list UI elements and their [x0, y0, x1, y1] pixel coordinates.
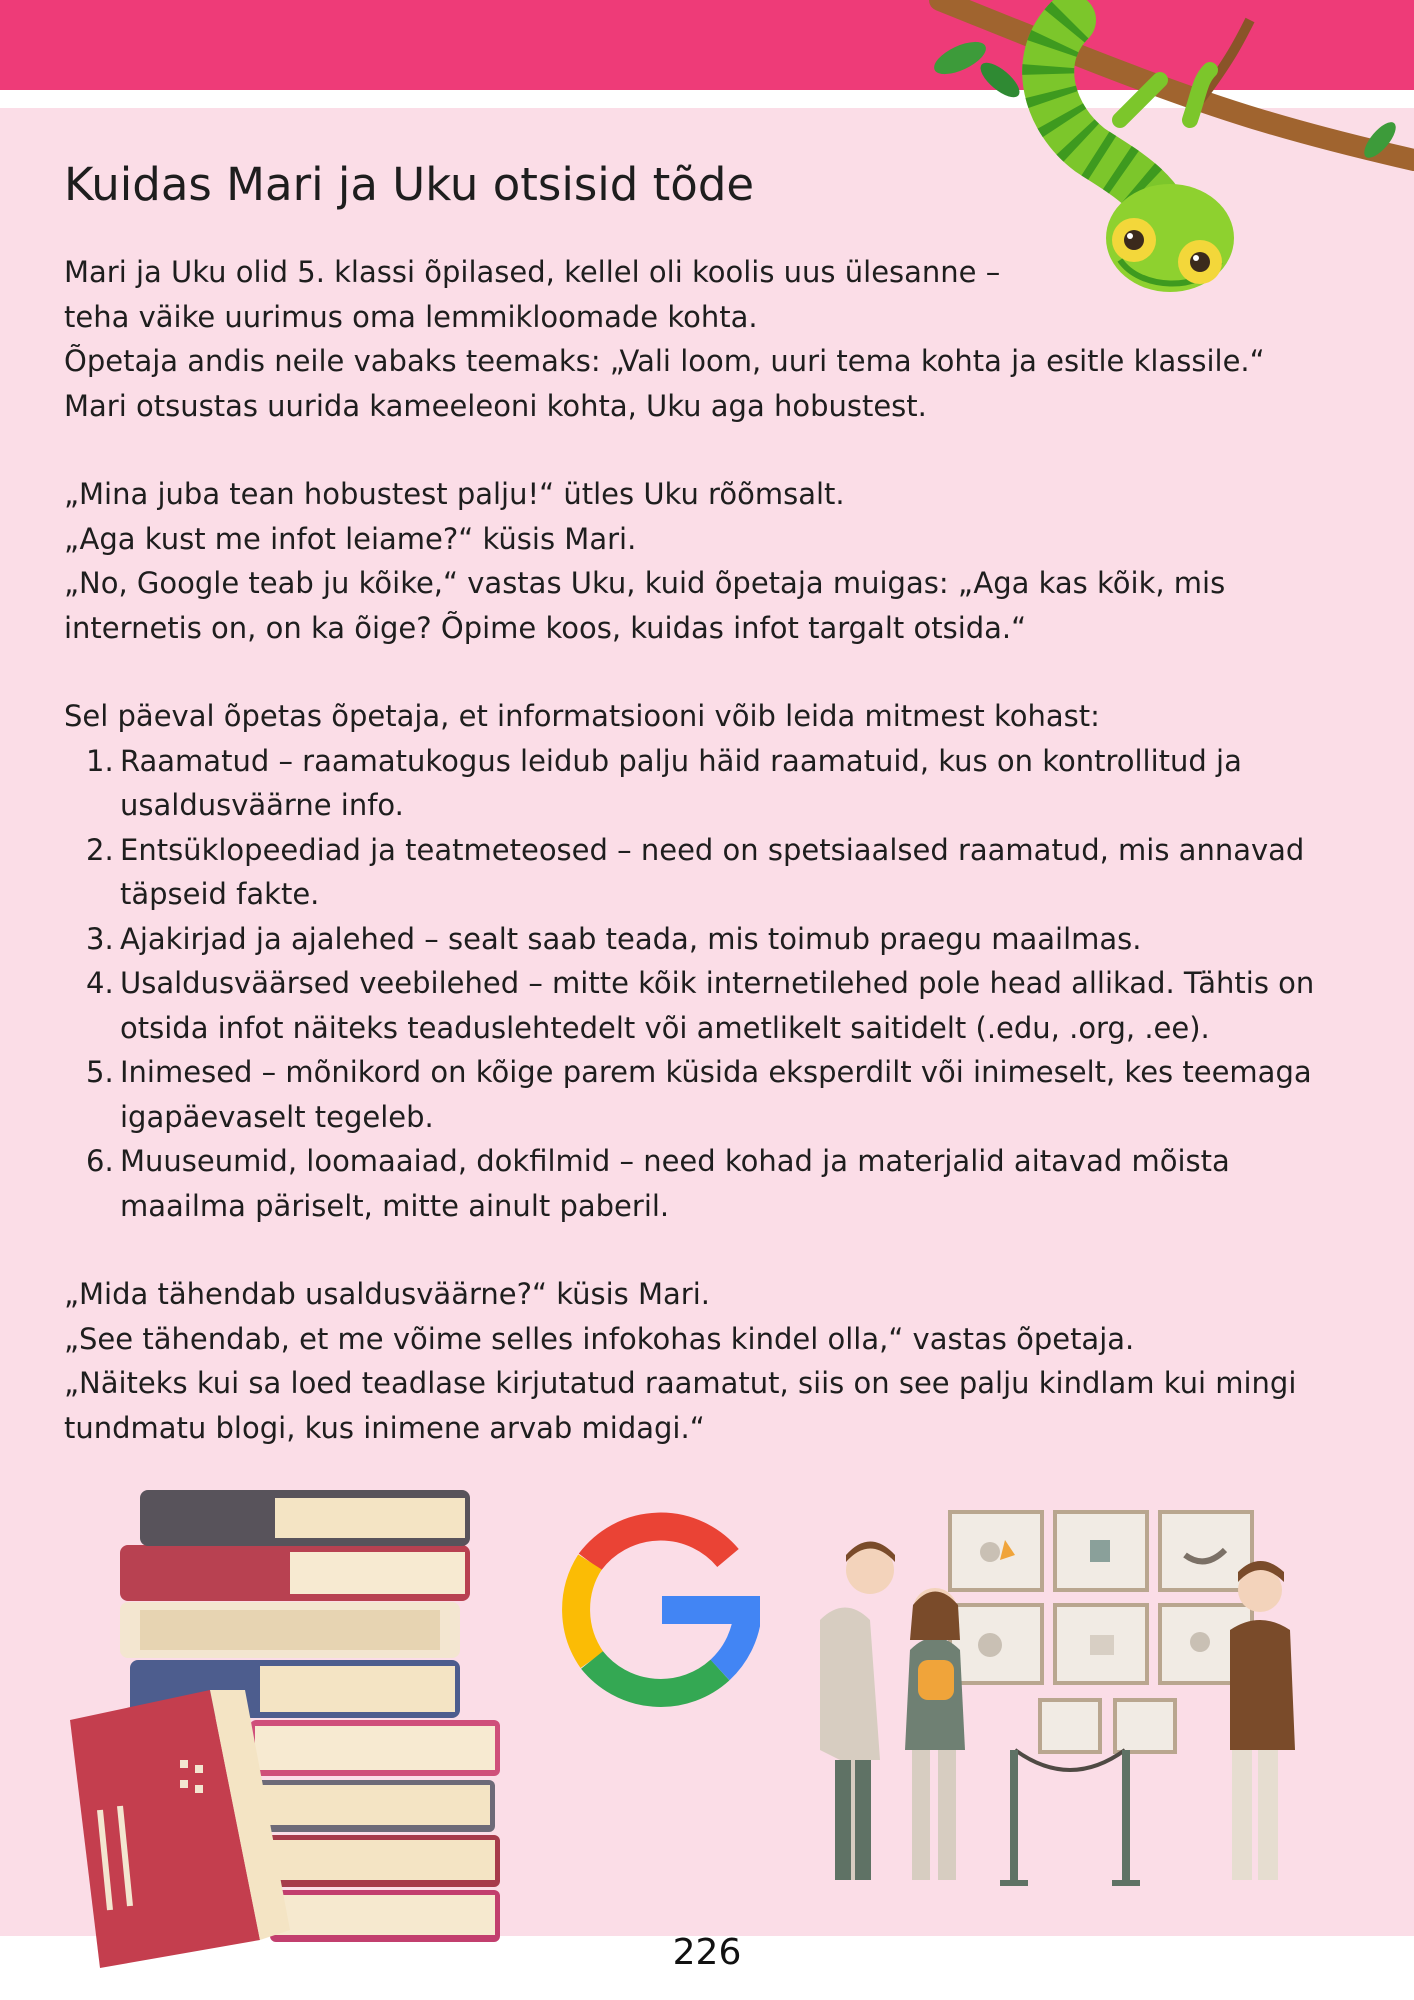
intro-line-2: teha väike uurimus oma lemmikloomade kohta. — [64, 299, 758, 334]
list-item: 3. Ajakirjad ja ajalehed – sealt saab teada, mis toimub praegu maailmas. — [86, 921, 1142, 956]
dialogue2-line-3: „Näiteks kui sa loed teadlase kirjutatud raamatut, siis on see palju kindlam kui mingi tundmatu blogi, kus inimene arvab midagi.“ — [64, 1366, 1297, 1445]
story-body — [64, 250, 1364, 1450]
sources-intro: Sel päeval õpetas õpetaja, et informatsiooni võib leida mitmest kohast: — [64, 699, 1100, 733]
intro-line-3: Õpetaja andis neile vabaks teemaks: „Vali loom, uuri tema kohta ja esitle klassile.“ — [64, 344, 1265, 378]
dialogue2-line-1: „Mida tähendab usaldusväärne?“ küsis Mari. — [64, 1277, 711, 1311]
dialogue2-line-2: „See tähendab, et me võime selles infokohas kindel olla,“ vastas õpetaja. — [64, 1321, 1135, 1356]
list-item: 4. Usaldusväärsed veebilehed – mitte kõik internetilehed pole head allikad. Tähtis on otsida infot näiteks teaduslehtedelt või ametlikelt saitidelt (.edu, .org, .ee). — [86, 966, 1315, 1045]
museum-visitors-illustration — [800, 1500, 1360, 1900]
google-logo — [560, 1510, 760, 1710]
list-item: 6. Muuseumid, loomaaiad, dokfilmid – need kohad ja materjalid aitavad mõista maailma päriselt, mitte ainult paberil. — [86, 1144, 1230, 1223]
intro-line-4: Mari otsustas uurida kameeleoni kohta, Uku aga hobustest. — [64, 388, 927, 423]
intro-line-1: Mari ja Uku olid 5. klassi õpilased, kellel oli koolis uus ülesanne – — [64, 255, 1001, 289]
dialogue-line-2: „Aga kust me infot leiame?“ küsis Mari. — [64, 521, 637, 556]
list-item: 5. Inimesed – mõnikord on kõige parem küsida eksperdilt või inimeselt, kes teemaga igapäevaselt tegeleb. — [86, 1055, 1312, 1134]
sources-list — [64, 739, 1364, 1229]
page-title: Kuidas Mari ja Uku otsisid tõde — [64, 158, 755, 211]
dialogue-line-3: „No, Google teab ju kõike,“ vastas Uku, kuid õpetaja muigas: „Aga kas kõik, mis internetis on, on ka õige? Õpime koos, kuidas infot targalt otsida.“ — [64, 566, 1226, 645]
dialogue-line-1: „Mina juba tean hobustest palju!“ ütles Uku rõõmsalt. — [64, 477, 845, 511]
list-item: 1. Raamatud – raamatukogus leidub palju häid raamatuid, kus on kontrollitud ja usaldusväärne info. — [86, 743, 1242, 822]
book-stack-illustration — [60, 1490, 530, 1970]
page-number: 226 — [672, 1932, 742, 1973]
list-item: 2. Entsüklopeediad ja teatmeteosed – need on spetsiaalsed raamatud, mis annavad täpseid fakte. — [86, 832, 1305, 911]
